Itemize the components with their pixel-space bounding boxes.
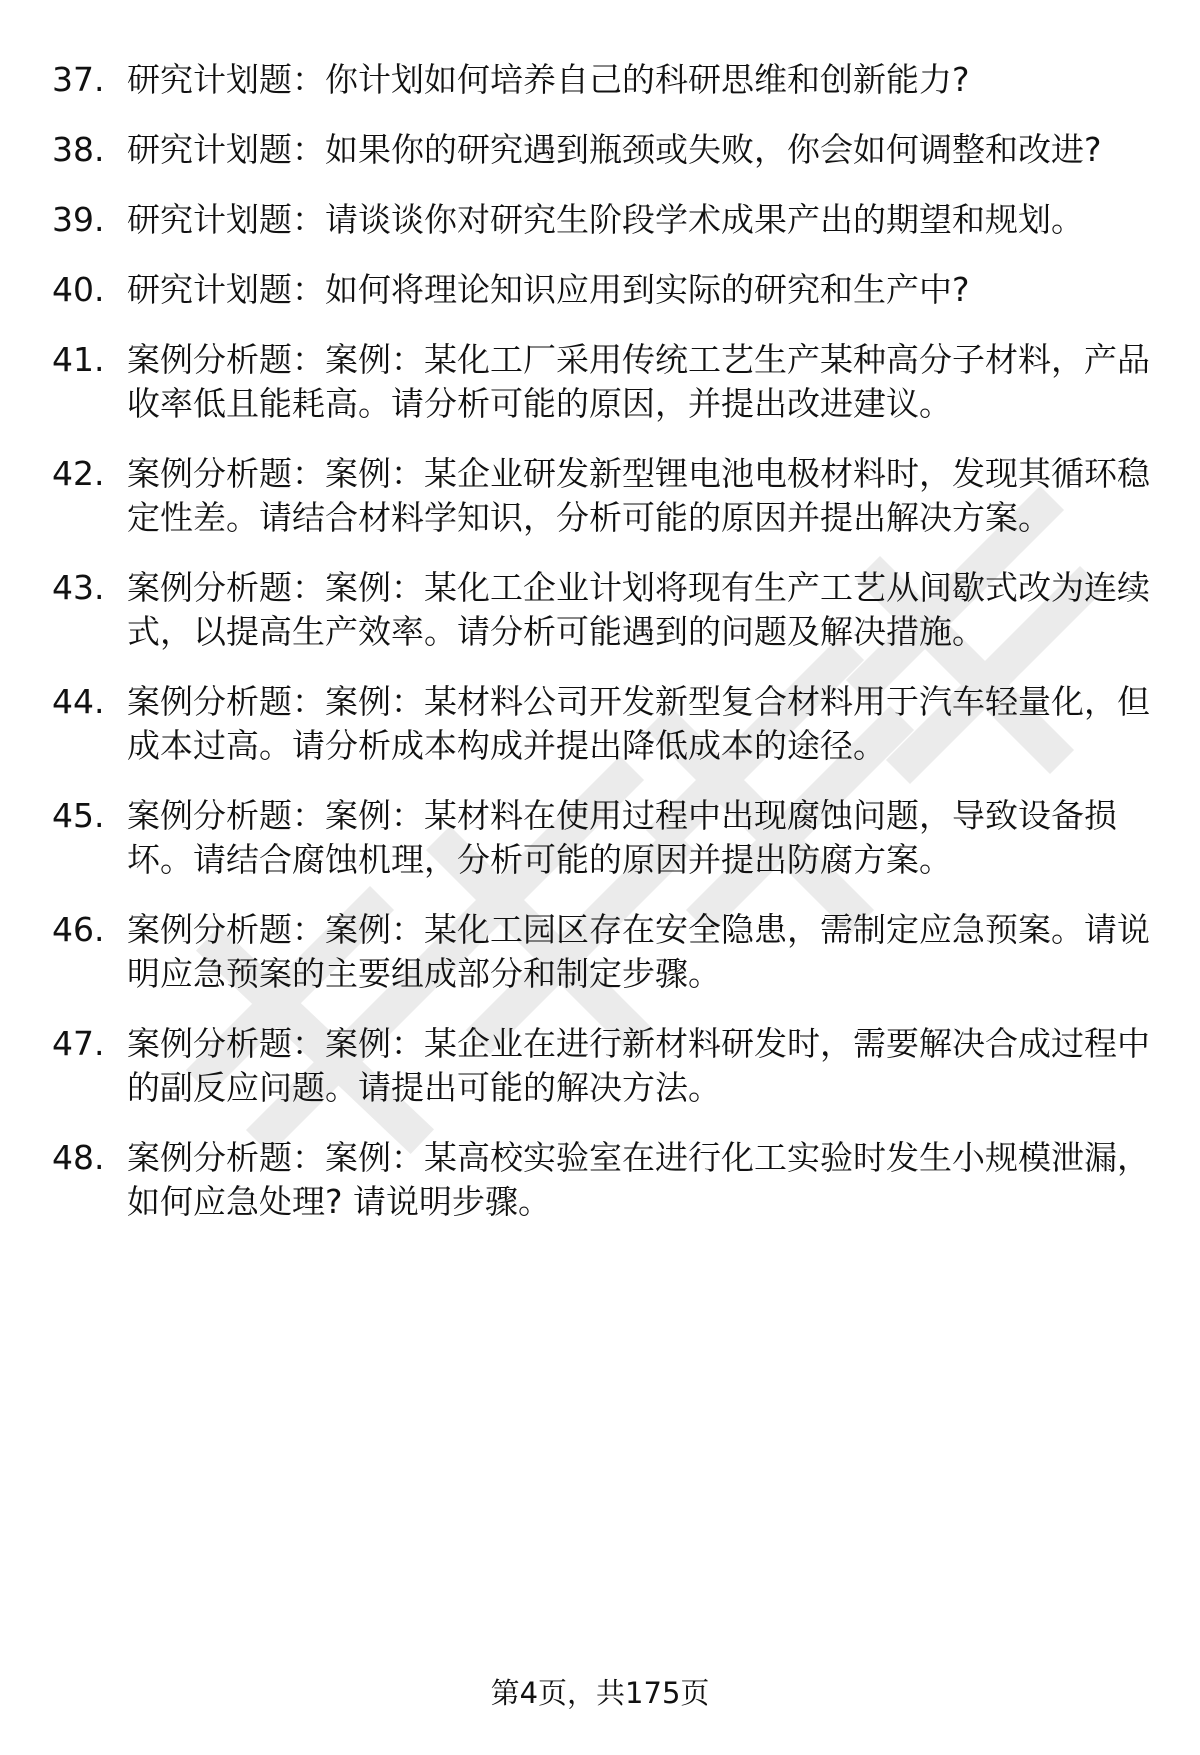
question-number: 44. — [52, 682, 105, 721]
question-number: 37. — [52, 60, 105, 99]
question-text: 案例分析题：案例：某化工厂采用传统工艺生产某种高分子材料，产品收率低且能耗高。请分析可能的原因，并提出改进建议。 — [127, 340, 1150, 423]
question-number: 40. — [52, 270, 105, 309]
question-item — [52, 908, 1152, 996]
question-number: 47. — [52, 1024, 105, 1063]
question-item — [52, 58, 1152, 102]
question-text: 案例分析题：案例：某材料在使用过程中出现腐蚀问题，导致设备损坏。请结合腐蚀机理，分析可能的原因并提出防腐方案。 — [127, 796, 1117, 879]
question-text: 研究计划题：如何将理论知识应用到实际的研究和生产中? — [127, 270, 970, 309]
question-list — [52, 58, 1152, 1224]
question-text: 研究计划题：你计划如何培养自己的科研思维和创新能力? — [127, 60, 970, 99]
question-text: 案例分析题：案例：某高校实验室在进行化工实验时发生小规模泄漏，如何应急处理? 请说明步骤。 — [127, 1138, 1150, 1221]
question-item — [52, 1136, 1152, 1224]
question-item — [52, 268, 1152, 312]
page-number-footer: 第4页，共175页 — [490, 1676, 710, 1710]
question-item — [52, 198, 1152, 242]
question-text: 案例分析题：案例：某企业研发新型锂电池电极材料时，发现其循环稳定性差。请结合材料学知识，分析可能的原因并提出解决方案。 — [127, 454, 1150, 537]
question-number: 45. — [52, 796, 105, 835]
question-number: 48. — [52, 1138, 105, 1177]
question-number: 42. — [52, 454, 105, 493]
question-number: 41. — [52, 340, 105, 379]
question-number: 43. — [52, 568, 105, 607]
question-number: 46. — [52, 910, 105, 949]
question-item — [52, 680, 1152, 768]
question-item — [52, 128, 1152, 172]
question-item — [52, 452, 1152, 540]
question-item — [52, 794, 1152, 882]
question-item — [52, 338, 1152, 426]
question-item — [52, 566, 1152, 654]
question-text: 案例分析题：案例：某化工园区存在安全隐患，需制定应急预案。请说明应急预案的主要组成部分和制定步骤。 — [127, 910, 1150, 993]
question-item — [52, 1022, 1152, 1110]
question-number: 38. — [52, 130, 105, 169]
question-text: 案例分析题：案例：某企业在进行新材料研发时，需要解决合成过程中的副反应问题。请提出可能的解决方法。 — [127, 1024, 1150, 1107]
question-text: 案例分析题：案例：某材料公司开发新型复合材料用于汽车轻量化，但成本过高。请分析成本构成并提出降低成本的途径。 — [127, 682, 1150, 765]
question-number: 39. — [52, 200, 105, 239]
question-text: 研究计划题：如果你的研究遇到瓶颈或失败，你会如何调整和改进? — [127, 130, 1102, 169]
question-text: 研究计划题：请谈谈你对研究生阶段学术成果产出的期望和规划。 — [127, 200, 1084, 239]
question-text: 案例分析题：案例：某化工企业计划将现有生产工艺从间歇式改为连续式，以提高生产效率。请分析可能遇到的问题及解决措施。 — [127, 568, 1150, 651]
